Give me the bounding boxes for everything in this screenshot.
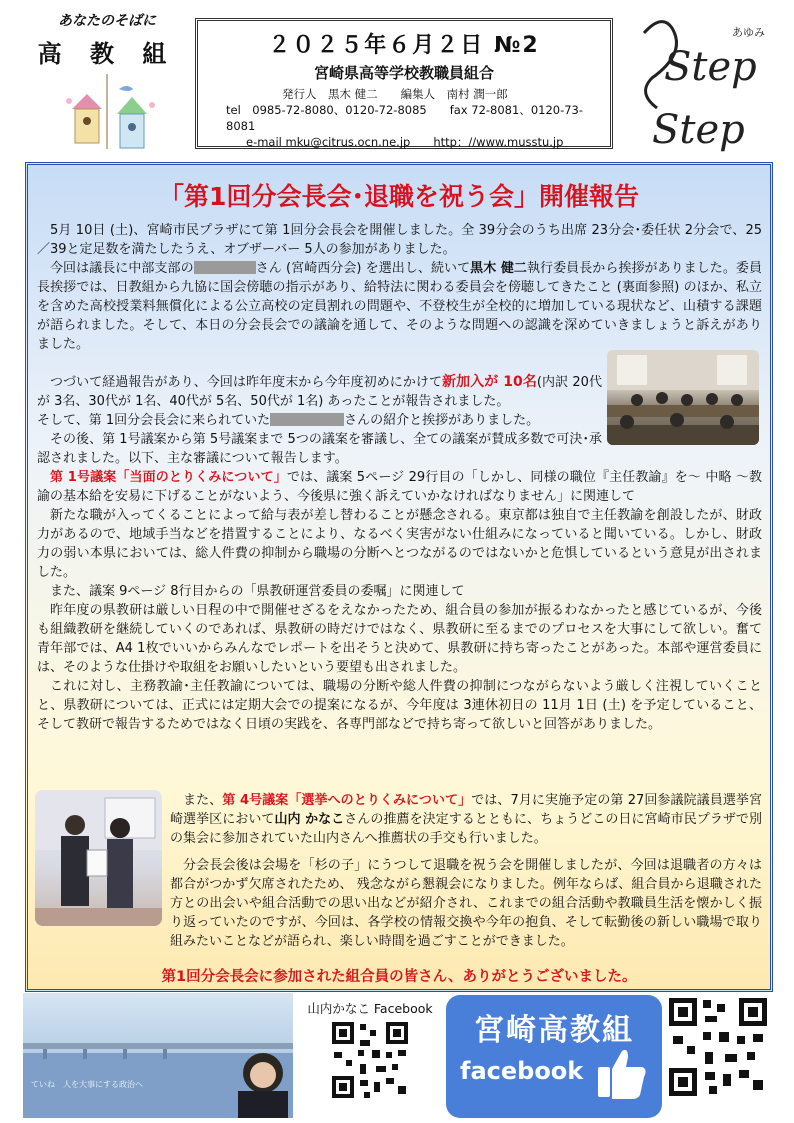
paragraph-6: 新たな職が入ってくることによって給与表が差し替わることが懸念される。東京都は独自で主任教諭を創設したが、財政力があるので、地域手当などを措置することにより、なるべく実害がない仕組みになっていると聞いている。しかし、財政力の弱い本県においては、総人件費の抑制から職場の分断へとつながるのではないかと危惧しているという意見が出されました。 (37, 508, 762, 580)
logo-word-2: Step (652, 107, 745, 153)
p5-text: では、議案 5ページ 29行目の「しかし、同様の職位『主任教諭』を～ 中略 ～教諭の基本給を安易に下げることがないよう、今後県に強く訴えていかなければなりません」に関連して (37, 470, 762, 504)
candidate-facebook-qr[interactable] (330, 1020, 410, 1100)
logo-tagline: あなたのそばに (58, 13, 156, 29)
paragraph-11: 分会長会後は会場を「杉の子」にうつして退職を祝う会を開催しましたが、今回は退職者の方々は都合がつかず欠席されたため、 残念ながら懇親会になりました。例年ならば、組合員から退職された方との出会いや組合活動での思い出などが紹介され、これまでの組合活動や教職員生活を懐かしく振り返っていたのですが、今回は、各学校の情報交換や今年の抱負、そして転勤後の新しい職場で取り組みたいことなどが語られ、楽しい時間を過ごすことができました。 (170, 858, 762, 949)
qr-code-icon (667, 996, 769, 1098)
article-body-bottom (170, 791, 762, 951)
p10-text-b: では、7月に実施予定の第 27回参議院議員選挙宮崎選挙区において (170, 793, 762, 827)
p3-text-c: そして、第 1回分会長会に来られていた (37, 413, 271, 428)
birdhouse-icon (27, 69, 187, 154)
candidate-banner-image (23, 993, 293, 1118)
redacted-name (194, 261, 256, 274)
logo-word-1: Step (664, 44, 757, 90)
masthead (195, 18, 613, 149)
article-title: 「第1回分会長会･退職を祝う会」開催報告 (159, 182, 639, 211)
redacted-name-2 (270, 413, 344, 426)
agenda-4-title: 第 4号議案「選挙へのとりくみについて」 (222, 793, 472, 808)
facebook-wordmark: facebook (460, 1057, 584, 1085)
step-step-logo (632, 8, 772, 158)
logo-union-name: 高 教 組 (37, 40, 177, 68)
banner-caption: ていね 人を大事にする政治へ (31, 1080, 143, 1089)
new-members-highlight: 新加入が 10名 (442, 374, 537, 390)
qr-code-icon (330, 1020, 410, 1100)
issue-date: ２０２５年６月２日 №2 (268, 33, 540, 58)
phone-fax-line: tel 0985-72-8080、0120-72-8085 fax 72-8081、0120-73-8081 (226, 103, 584, 133)
union-facebook-banner[interactable] (446, 995, 662, 1118)
paragraph-8: 昨年度の県教研は厳しい日程の中で開催せざるをえなかったため、組合員の参加が振るわなかったと感じているが、今後も組織教研を継続していくのであれば、県教研の時だけではなく、県教研に至るまでのプロセスを大事にして欲しい。奮て青年部では、A4 1枚でいいからみんなでレポートを出そうと決めて、県教研に持ち寄ったことがあった。本部や運営委員には、そのような仕掛けや取組をお願いしたいという要望も出されました。 (37, 603, 762, 675)
article-body-top (37, 221, 762, 354)
logo-ayumi: あゆみ (732, 26, 765, 39)
paragraph-4: その後、第 1号議案から第 5号議案まで 5つの議案を審議し、全ての議案が賛成多数で可決･承認されました。以下、主な審議について報告します。 (37, 432, 602, 466)
candidate-name: 山内 かなこ (274, 812, 345, 827)
handover-scene-graphic (35, 790, 162, 926)
candidate-facebook-label: 山内かなこ Facebook (307, 1001, 433, 1016)
paragraph-3b (37, 411, 602, 430)
union-logo-left (27, 8, 187, 158)
p2-text-a: 今回は議長に中部支部の (50, 261, 194, 276)
paragraph-10 (170, 791, 762, 848)
p10-text-c: さんの推薦を決定するとともに、ちょうどこの日に宮崎市民プラザで別の集会に参加されていた山内さんへ推薦状の手交も行いました。 (170, 812, 762, 846)
thumbs-up-icon (596, 1045, 648, 1101)
step-logo-graphic (632, 8, 772, 158)
paragraph-2 (37, 259, 762, 354)
river-bridge-scene (23, 993, 293, 1118)
meeting-scene-graphic (607, 350, 759, 445)
paragraph-9: これに対し、主務教諭･主任教諭については、職場の分断や総人件費の抑制につながらないよう厳しく注視していくことと、県教研については、正式には定期大会での提案になるが、今年度は 3連休初日の 11月 1日 (土) を予定していること、そして教研で報告するためではなく日頃の実践を、各専門部などで持ち寄って欲しいと回答がありました。 (37, 679, 762, 732)
paragraph-3 (37, 373, 602, 411)
p10-text-a: また、 (183, 793, 223, 808)
paragraph-5 (37, 468, 762, 506)
p2-text-c: 執行委員長から挨拶がありました。委員長挨拶では、日教組から九協に国会傍聴の指示があり、給特法に関わる委員会を傍聴してきたこと (裏面参照) のほか、私立を含めた高校授業料無償化による公立高校の定員割れの問題や、不登校生が全校的に増加している現状など、山積する課題が語られました。そして、本日の分会長会での議論を通して、そのような問題への認識を深めていきましょうと訴えがありました。 (37, 261, 762, 352)
meeting-photo (607, 350, 759, 445)
agenda-1-title: 第 1号議案「当面のとりくみについて」 (50, 470, 287, 485)
article-body-mid (37, 373, 602, 468)
p2-text-b: さん (宮崎西分会) を選出し、続いて (255, 261, 471, 276)
p3-text-d: さんの紹介と挨拶がありました。 (344, 413, 540, 428)
p3-text-b: (内訳 20代が 3名、30代が 1名、40代が 5名、50代が 1名) あったことが報告されました。 (37, 375, 602, 409)
closing-message: 第1回分会長会に参加された組合員の皆さん、ありがとうございました。 (161, 969, 637, 985)
paragraph-1: 5月 10日 (土)、宮崎市民プラザにて第 1回分会長会を開催しました。全 39分会のうち出席 23分会･委任状 2分会で、25／39と定足数を満たしたうえ、オブザーバー 5人の参加がありました。 (37, 223, 762, 257)
p3-text-a: つづいて経過報告があり、今回は昨年度末から今年度初めにかけて (50, 375, 443, 390)
chair-name: 黒木 健二 (470, 261, 527, 276)
paragraph-7: また、議案 9ページ 8行目からの「県教研運営委員の委嘱」に関連して (50, 584, 465, 599)
recommendation-handover-photo (35, 790, 162, 926)
publisher-line: 発行人 黒木 健二 編集人 南村 潤一郎 (282, 87, 508, 101)
facebook-banner-title: 宮崎高教組 (474, 1013, 634, 1048)
organization-name: 宮崎県高等学校教職員組合 (313, 64, 494, 82)
article-body-lower (37, 468, 762, 734)
contact-line: e-mail mku@citrus.ocn.ne.jp http：//www.musstu.jp (246, 135, 564, 149)
union-facebook-qr[interactable] (667, 996, 769, 1098)
